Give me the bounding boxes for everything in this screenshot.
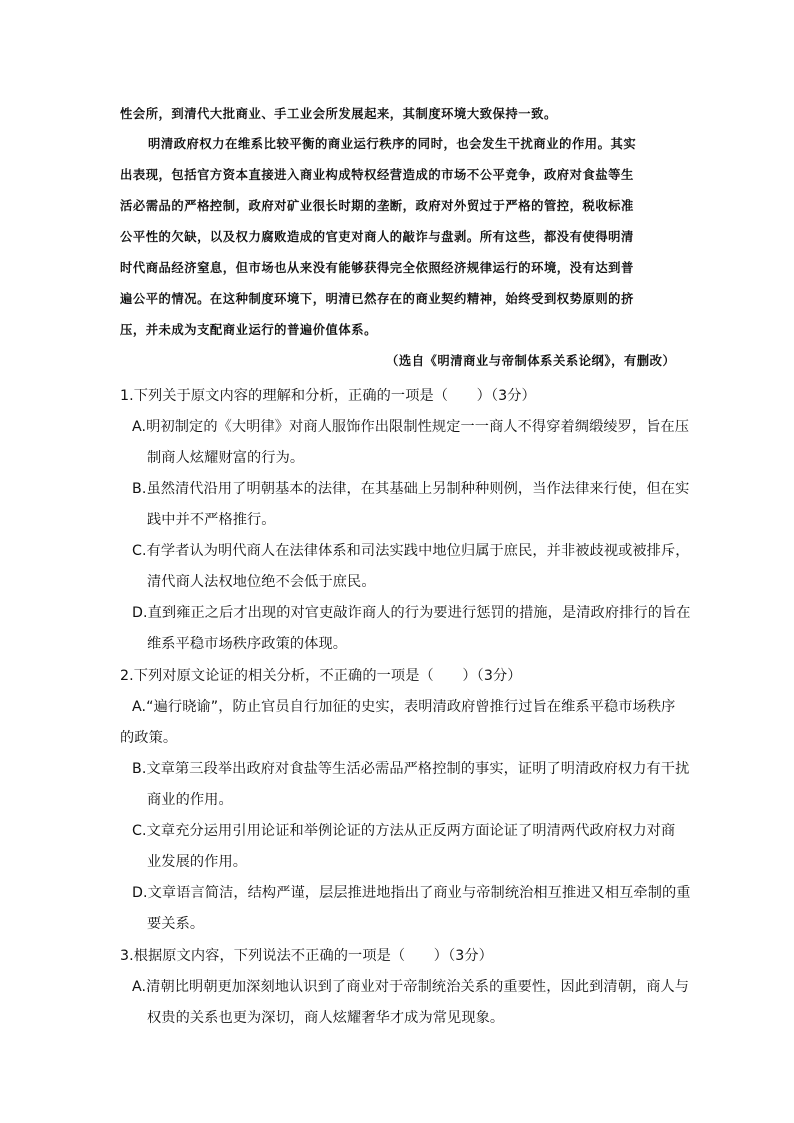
passage-line: 时代商品经济窒息，但市场也从来没有能够获得完全依照经济规律运行的环境，没有达到普 — [120, 260, 634, 275]
option-line: 的政策。 — [120, 730, 178, 746]
option-line: A.“遍行晓谕”，防止官员自行加征的史实，表明清政府曾推行过旨在维系平稳市场秩序 — [132, 699, 676, 715]
option-line: C.有学者认为明代商人在法律体系和司法实践中地位归属于庶民，并非被歧视或被排斥， — [132, 543, 690, 559]
option-line: 要关系。 — [147, 916, 205, 932]
passage-line: 性会所，到清代大批商业、手工业会所发展起来，其制度环境大致保持一致。 — [120, 106, 557, 121]
option-line: 权贵的关系也更为深切，商人炫耀奢华才成为常见现象。 — [147, 1010, 505, 1026]
option-line: A.明初制定的《大明律》对商人服饰作出限制性规定一一商人不得穿着绸缎绫罗，旨在压 — [132, 419, 690, 435]
option-line: B.文章第三段举出政府对食盐等生活必需品严格控制的事实，证明了明清政府权力有干扰 — [132, 761, 690, 777]
option-line: 业发展的作用。 — [147, 854, 248, 870]
option-line: 清代商人法权地位绝不会低于庶民。 — [147, 574, 376, 590]
option-line: B.虽然清代沿用了明朝基本的法律，在其基础上另制种种则例，当作法律来行使，但在实 — [132, 481, 690, 497]
passage-line: 公平性的欠缺，以及权力腐败造成的官吏对商人的敲诈与盘剥。所有这些，都没有使得明清 — [120, 229, 634, 244]
option-line: D.直到雍正之后才出现的对官吏敲诈商人的行为要进行惩罚的措施，是清政府排行的旨在 — [132, 605, 691, 621]
option-line: 维系平稳市场秩序政策的体现。 — [147, 636, 348, 652]
passage-line: 压，并未成为支配商业运行的普遍价值体系。 — [120, 322, 377, 337]
question-stem: 1.下列关于原文内容的理解和分析，正确的一项是（ ）（3分） — [120, 388, 536, 404]
option-line: 商业的作用。 — [147, 792, 233, 808]
option-line: A.清朝比明朝更加深刻地认识到了商业对于帝制统治关系的重要性，因此到清朝，商人与 — [132, 979, 690, 995]
passage-source: （选自《明清商业与帝制体系关系论纲》，有删改） — [386, 353, 676, 368]
option-line: 践中并不严格推行。 — [147, 512, 276, 528]
passage-line: 活必需品的严格控制，政府对矿业很长时期的垄断，政府对外贸过于严格的管控，税收标准 — [120, 198, 634, 213]
option-line: D.文章语言简洁，结构严谨，层层推进地指出了商业与帝制统治相互推进又相互牵制的重 — [132, 885, 691, 901]
passage-line: 明清政府权力在维系比较平衡的商业运行秩序的同时，也会发生干扰商业的作用。其实 — [148, 136, 637, 151]
question-stem: 2.下列对原文论证的相关分析，不正确的一项是（ ）（3分） — [120, 668, 522, 684]
passage-line: 遍公平的情况。在这种制度环境下，明清已然存在的商业契约精神，始终受到权势原则的挤 — [120, 291, 634, 306]
question-stem: 3.根据原文内容，下列说法不正确的一项是（ ）（3分） — [120, 948, 493, 964]
passage-line: 出表现，包括官方资本直接进入商业构成特权经营造成的市场不公平竞争，政府对食盐等生 — [120, 167, 634, 182]
option-line: 制商人炫耀财富的行为。 — [147, 450, 305, 466]
option-line: C.文章充分运用引用论证和举例论证的方法从正反两方面论证了明清两代政府权力对商 — [132, 823, 676, 839]
